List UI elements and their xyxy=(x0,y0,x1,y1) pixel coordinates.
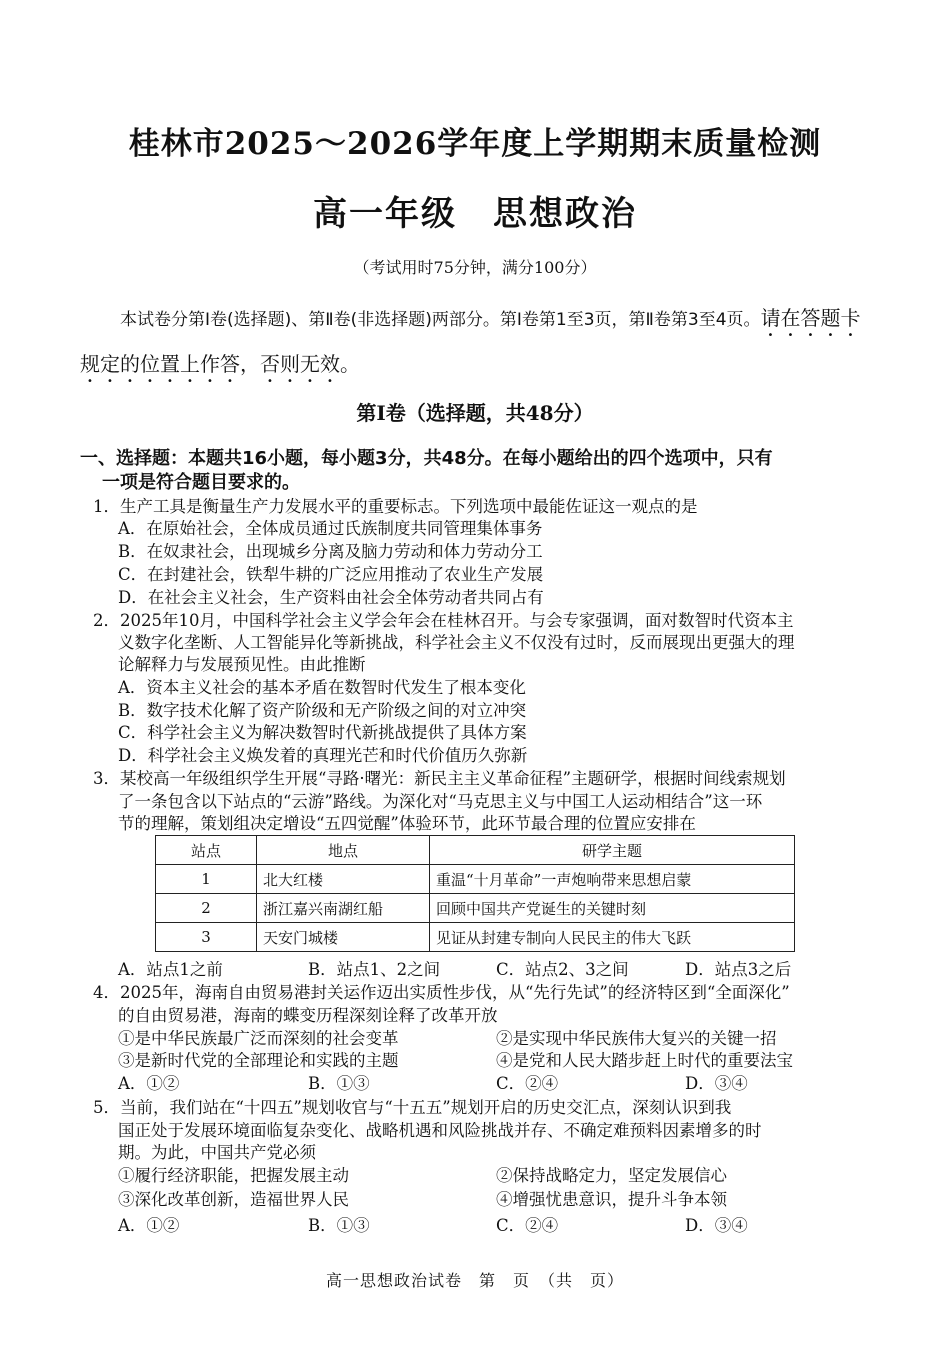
q4-statements-row-1 xyxy=(118,1028,878,1050)
q5-statement-1: ①履行经济职能，把握发展主动 xyxy=(118,1166,349,1185)
q2-option-a: A．资本主义社会的基本矛盾在数智时代发生了根本变化 xyxy=(118,678,526,697)
q2-option-b: B．数字技术化解了资产阶级和无产阶级之间的对立冲突 xyxy=(118,701,527,720)
q4-statement-2: ②是实现中华民族伟大复兴的关键一招 xyxy=(496,1029,777,1048)
part-one-title: 第Ⅰ卷（选择题，共48分） xyxy=(356,401,594,425)
table-header-row xyxy=(156,836,795,865)
q5-option-b: B．①③ xyxy=(308,1216,370,1235)
intro-emphasis: 请在答题卡规定的位置上作答，否则无效。 xyxy=(80,306,861,376)
grade-label: 高一年级 xyxy=(313,194,457,234)
q2-option-c: C．科学社会主义为解决数智时代新挑战提供了具体方案 xyxy=(118,723,527,742)
q3-option-b: B．站点1、2之间 xyxy=(308,960,441,979)
q4-option-c: C．②④ xyxy=(496,1074,559,1093)
q3-option-c: C．站点2、3之间 xyxy=(496,960,629,979)
q3-option-a: A．站点1之前 xyxy=(118,960,223,979)
q5-statements-row-2 xyxy=(118,1189,878,1211)
table-cell-station: 3 xyxy=(156,923,257,952)
table-cell-location: 北大红楼 xyxy=(257,865,430,894)
q5-statement-2: ②保持战略定力，坚定发展信心 xyxy=(496,1166,727,1185)
table-cell-station: 1 xyxy=(156,865,257,894)
q5-stem-1: 5．当前，我们站在“十四五”规划收官与“十五五”规划开启的历史交汇点，深刻认识到我 xyxy=(93,1098,732,1117)
q4-stem-1: 4．2025年，海南自由贸易港封关运作迈出实质性步伐，从“先行先试”的经济特区到“全面深化” xyxy=(93,983,790,1002)
q3-stem-2: 了一条包含以下站点的“云游”路线。为深化对“马克思主义与中国工人运动相结合”这一环 xyxy=(118,792,763,811)
table-header-theme: 研学主题 xyxy=(430,836,795,865)
table-row xyxy=(156,923,795,952)
q5-option-c: C．②④ xyxy=(496,1216,559,1235)
table-cell-theme: 回顾中国共产党诞生的关键时刻 xyxy=(430,894,795,923)
intro-text: 本试卷分第Ⅰ卷(选择题)、第Ⅱ卷(非选择题)两部分。第Ⅰ卷第1至3页，第Ⅱ卷第3至4页。 xyxy=(120,310,761,330)
q4-statement-1: ①是中华民族最广泛而深刻的社会变革 xyxy=(118,1029,399,1048)
q2-stem-2: 义数字化垄断、人工智能异化等新挑战，科学社会主义不仅没有过时，反而展现出更强大的理 xyxy=(118,633,795,652)
q5-statement-3: ③深化改革创新，造福世界人民 xyxy=(118,1190,349,1209)
table-cell-location: 浙江嘉兴南湖红船 xyxy=(257,894,430,923)
table-row xyxy=(156,894,795,923)
q3-options xyxy=(118,959,878,981)
table-header-location: 地点 xyxy=(257,836,430,865)
exam-note: （考试用时75分钟，满分100分） xyxy=(353,258,597,277)
q5-stem-2: 国正处于发展环境面临复杂变化、战略机遇和风险挑战并存、不确定难预料因素增多的时 xyxy=(118,1121,762,1140)
q5-stem-3: 期。为此，中国共产党必须 xyxy=(118,1143,316,1162)
q2-stem-1: 2．2025年10月，中国科学社会主义学会年会在桂林召开。与会专家强调，面对数智时代资本主 xyxy=(93,611,794,630)
intro-paragraph xyxy=(80,296,872,388)
table-header-station: 站点 xyxy=(156,836,257,865)
section-instructions xyxy=(80,447,872,495)
section-line-1: 一、选择题：本题共16小题，每小题3分，共48分。在每小题给出的四个选项中，只有 xyxy=(80,448,773,469)
q2-stem-3: 论解释力与发展预见性。由此推断 xyxy=(118,655,366,674)
q4-options xyxy=(118,1073,878,1095)
q1-stem: 1．生产工具是衡量生产力发展水平的重要标志。下列选项中最能佐证这一观点的是 xyxy=(93,497,698,516)
table-cell-theme: 重温“十月革命”一声炮响带来思想启蒙 xyxy=(430,865,795,894)
table-row xyxy=(156,865,795,894)
section-line-2: 一项是符合题目要求的。 xyxy=(102,472,300,493)
q4-stem-2: 的自由贸易港，海南的蝶变历程深刻诠释了改革开放 xyxy=(118,1006,498,1025)
q3-stem-3: 节的理解，策划组决定增设“五四觉醒”体验环节，此环节最合理的位置应安排在 xyxy=(118,814,696,833)
q3-station-table xyxy=(155,835,795,952)
table-cell-station: 2 xyxy=(156,894,257,923)
q5-options xyxy=(118,1215,878,1237)
table-cell-theme: 见证从封建专制向人民民主的伟大飞跃 xyxy=(430,923,795,952)
q1-option-b: B．在奴隶社会，出现城乡分离及脑力劳动和体力劳动分工 xyxy=(118,542,543,561)
q4-statement-3: ③是新时代党的全部理论和实践的主题 xyxy=(118,1051,399,1070)
q2-option-d: D．科学社会主义焕发着的真理光芒和时代价值历久弥新 xyxy=(118,746,528,765)
q4-option-d: D．③④ xyxy=(685,1074,748,1093)
q1-option-c: C．在封建社会，铁犁牛耕的广泛应用推动了农业生产发展 xyxy=(118,565,544,584)
q5-option-a: A．①② xyxy=(118,1216,180,1235)
q5-statement-4: ④增强忧患意识，提升斗争本领 xyxy=(496,1190,727,1209)
q5-statements-row-1 xyxy=(118,1165,878,1187)
q5-option-d: D．③④ xyxy=(685,1216,748,1235)
exam-title: 桂林市2025～2026学年度上学期期末质量检测 xyxy=(128,126,822,162)
q1-option-a: A．在原始社会，全体成员通过氏族制度共同管理集体事务 xyxy=(118,519,543,538)
q3-stem-1: 3．某校高一年级组织学生开展“寻路·曙光：新民主主义革命征程”主题研学，根据时间线索规划 xyxy=(93,769,786,788)
q1-option-d: D．在社会主义社会，生产资料由社会全体劳动者共同占有 xyxy=(118,588,544,607)
subject-label: 思想政治 xyxy=(493,194,637,234)
page-footer: 高一思想政治试卷 第 页 （共 页） xyxy=(325,1271,624,1290)
table-cell-location: 天安门城楼 xyxy=(257,923,430,952)
q4-statement-4: ④是党和人民大踏步赶上时代的重要法宝 xyxy=(496,1051,793,1070)
q3-option-d: D．站点3之后 xyxy=(685,960,792,979)
q4-option-b: B．①③ xyxy=(308,1074,370,1093)
q4-option-a: A．①② xyxy=(118,1074,180,1093)
q4-statements-row-2 xyxy=(118,1050,878,1072)
exam-subtitle xyxy=(0,186,950,235)
